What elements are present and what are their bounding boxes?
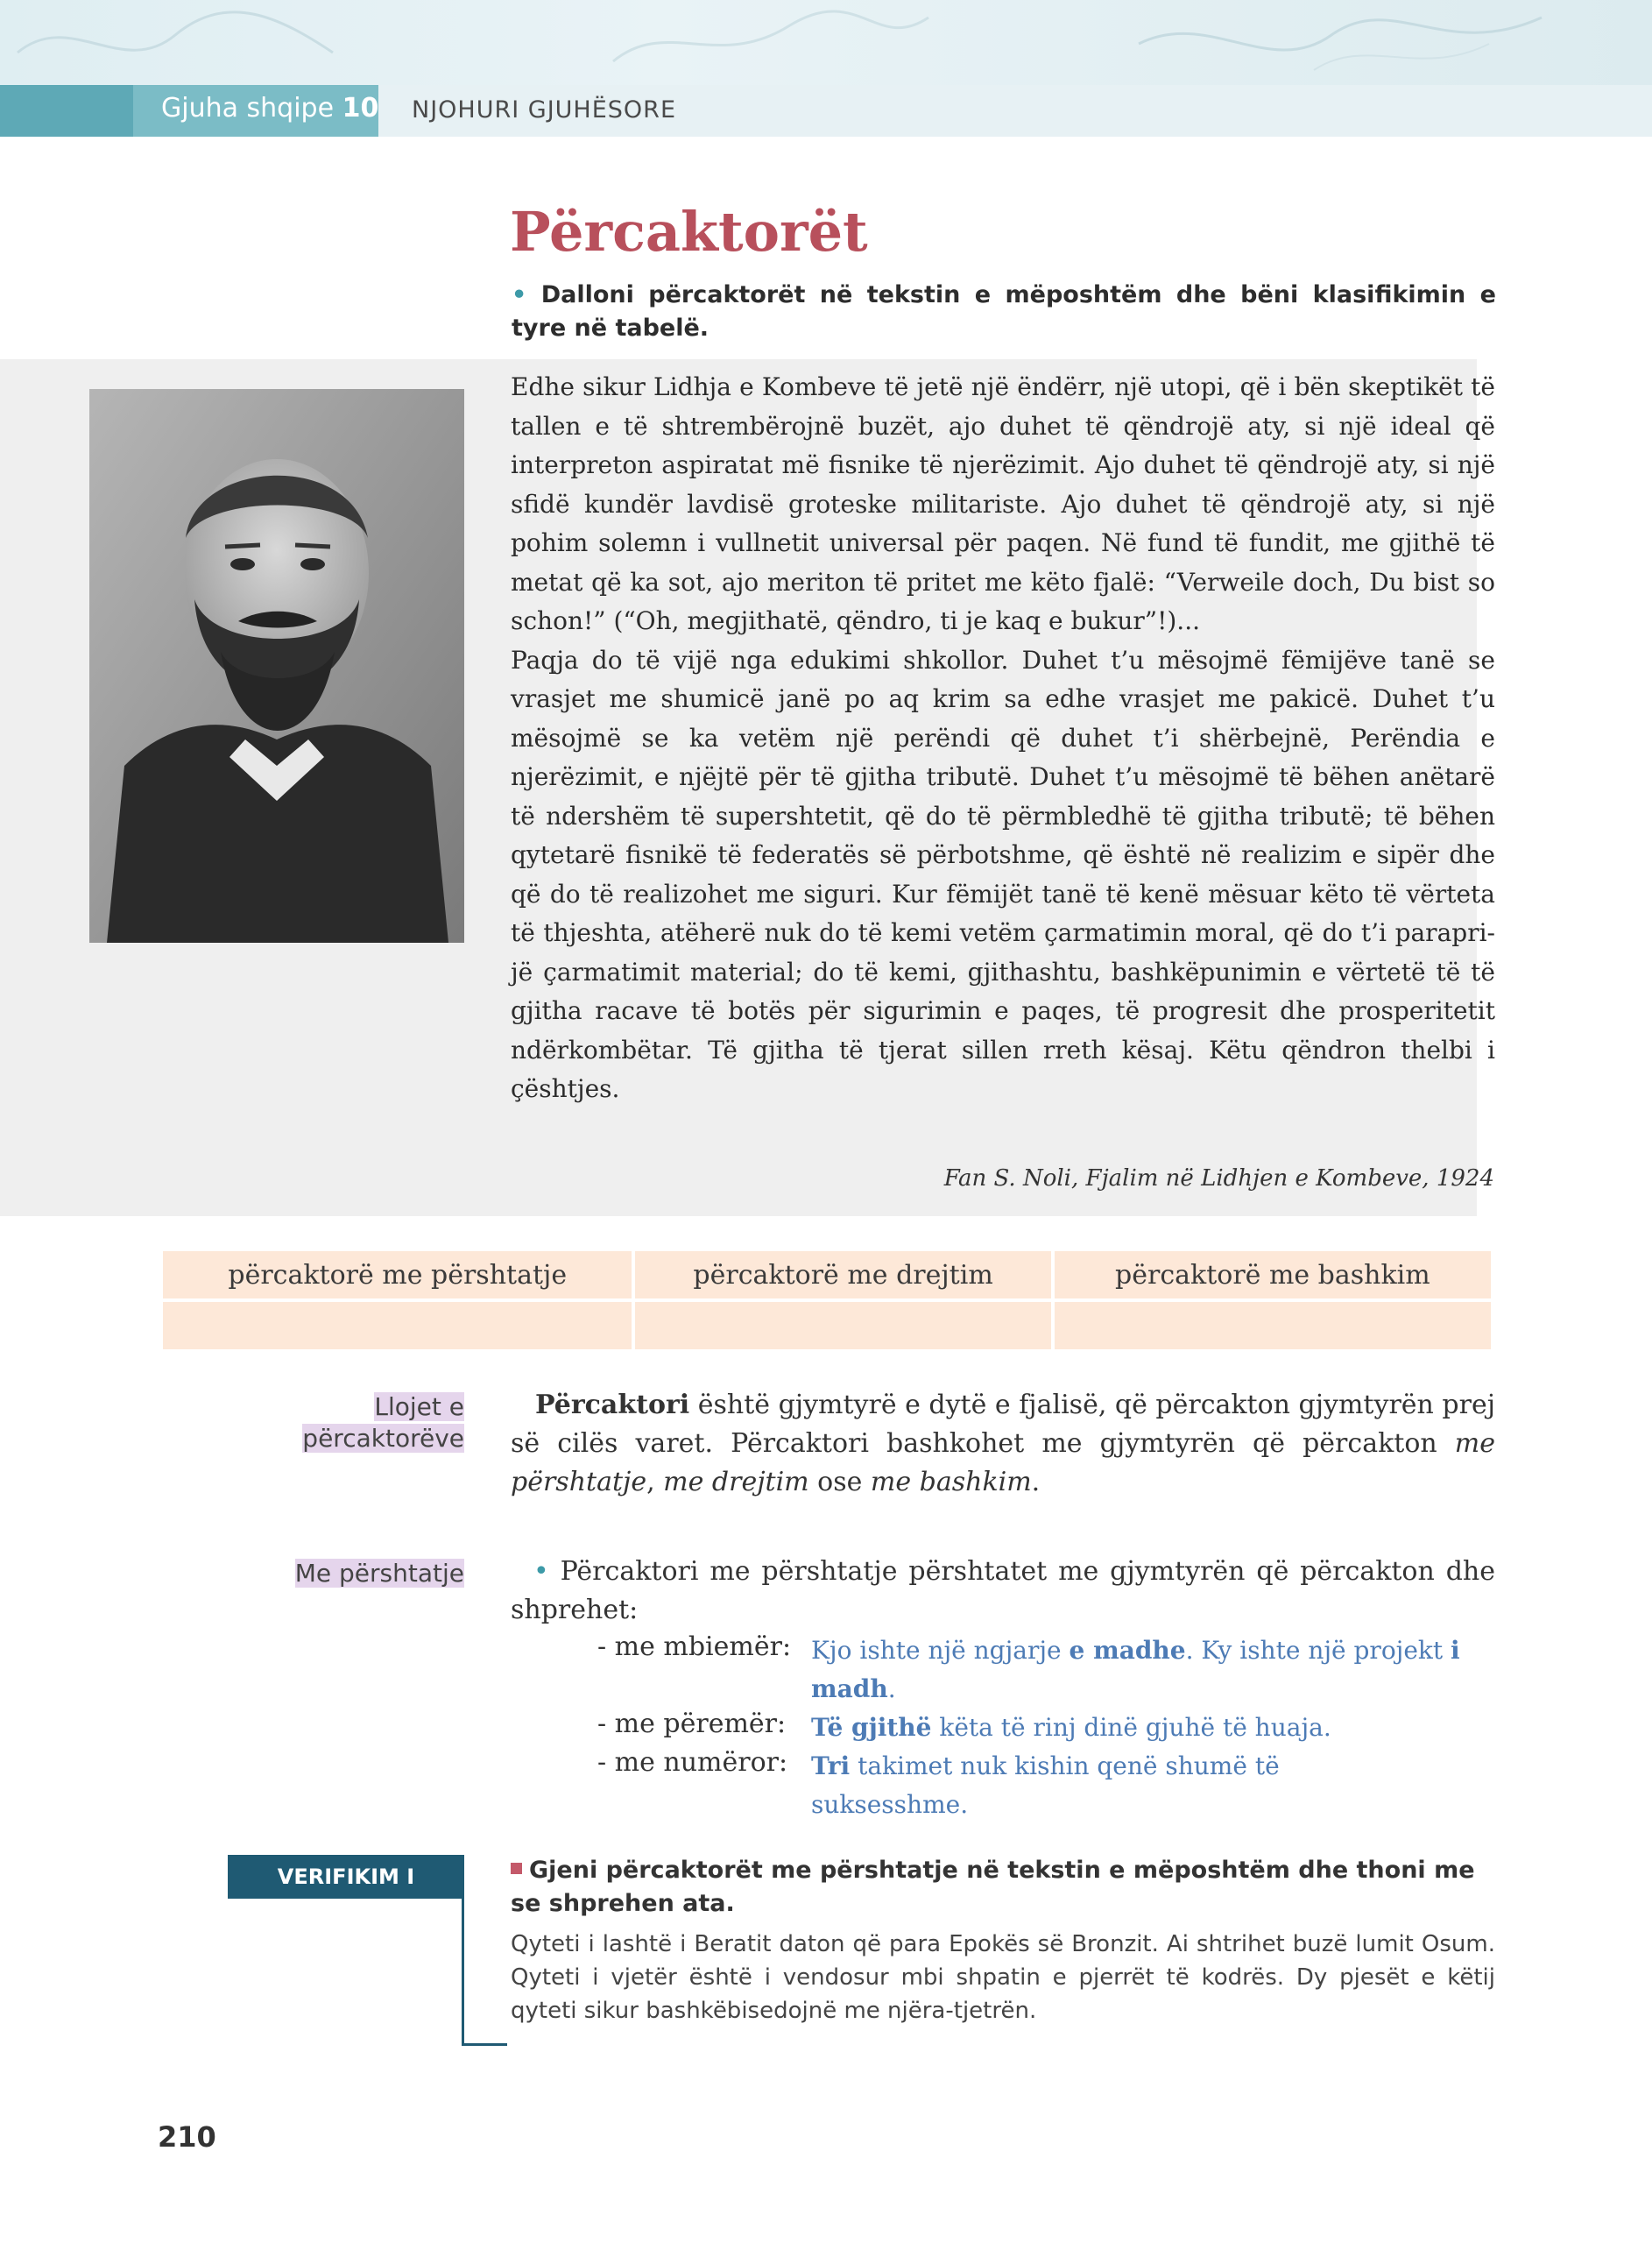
label-agreement-text: Me përshtatje bbox=[294, 1559, 464, 1588]
table-cell[interactable] bbox=[635, 1298, 1050, 1349]
passage-source: Fan S. Noli, Fjalim në Lidhjen e Kombeve, 1924 bbox=[943, 1165, 1494, 1192]
book-title bbox=[161, 93, 378, 124]
term-government: me drejtim bbox=[663, 1467, 809, 1497]
book-title-text: Gjuha shqipe bbox=[161, 93, 335, 124]
table-header-government: përcaktorë me drejtim bbox=[635, 1251, 1050, 1298]
square-bullet-icon bbox=[511, 1863, 522, 1874]
verify-question-text: Gjeni përcaktorët me përshtatje në tekstin e mëposhtëm dhe thoni me se shprehen ata. bbox=[511, 1857, 1475, 1917]
example-label-pronoun: - me përemër: bbox=[597, 1709, 787, 1739]
table-header-row bbox=[163, 1251, 1491, 1298]
term-bold: Përcaktori bbox=[535, 1390, 690, 1420]
verify-bracket-vertical bbox=[462, 1899, 464, 2046]
verify-text: Qyteti i lashtë i Beratit daton që para Epokës së Bronzit. Ai shtrihet buzë lumit Osum. Qyteti i vjetër është i vendosur mbi shpatin e pjerrët të kodrës. Dy pjesët e këtij qyteti sikur bashkëbisedojnë me njëra-tjetrën. bbox=[511, 1931, 1495, 2024]
classification-table bbox=[159, 1251, 1494, 1349]
portrait-photo bbox=[89, 389, 464, 943]
example-text: takimet nuk kishin qenë shumë të suksesshme. bbox=[811, 1751, 1280, 1819]
punct-comma: , bbox=[646, 1467, 655, 1497]
bullet-icon: • bbox=[512, 281, 527, 308]
agreement-definition bbox=[511, 1553, 1495, 1630]
table-cell[interactable] bbox=[1055, 1298, 1491, 1349]
example-text: këta të rinj dinë gjuhë të huaja. bbox=[931, 1713, 1331, 1742]
example-label-adjective: - me mbiemër: bbox=[597, 1631, 792, 1662]
example-bold: Tri bbox=[811, 1751, 851, 1780]
example-adjective bbox=[811, 1631, 1477, 1709]
example-bold: i madh bbox=[811, 1636, 1460, 1703]
table-header-agreement: përcaktorë me përshtatje bbox=[163, 1251, 632, 1298]
verify-badge: VERIFIKIM I SHPEJTË bbox=[228, 1855, 464, 1899]
decorative-handwriting-background bbox=[0, 0, 1652, 85]
example-bold: e madhe bbox=[1069, 1636, 1186, 1665]
example-text: . Ky ishte një projekt bbox=[1185, 1636, 1451, 1665]
label-agreement bbox=[263, 1558, 464, 1589]
label-types bbox=[263, 1391, 464, 1454]
passage-paragraph-2: Paqja do të vijë nga edukimi shkollor. Duhet t’u mësojmë fëmijëve tanë se vrasjet me shumicë janë po aq krim sa edhe vrasjet me pakicë. Duhet t’u mësojmë se ka vetëm një perëndi që duhet t’i shërbejnë, Perëndia e njerëzimit, e njëjtë për të gjitha tributë. Duhet t’u mësojmë të bëhen anëtarë të ndershëm të supershtetit, që do të përmbledhë të gjitha tributë; të bëhen qytetarë fisnikë të federatës së përbotshme, që është në realizim e sipër dhe që do të realizohet me siguri. Kur fëmijët tanë të kenë mësuar këto të vërteta të thjeshta, atëherë nuk do të kemi vetëm çarmatimin moral, që do t’i paraprijë çarmatimit material; do të kemi, gjithashtu, bashkëpunimin e vërtetë të të gjitha racave të botës për sigurimin e paqes, të progresit dhe prosperitetit ndërkombëtar. Të gjitha të tjerat sillen rreth kësaj. Këtu qëndron thelbi i çështjes. bbox=[511, 645, 1495, 1103]
instruction bbox=[512, 279, 1496, 345]
punct-period: . bbox=[1031, 1467, 1041, 1497]
verify-bracket-horizontal bbox=[462, 2043, 507, 2046]
example-text: . bbox=[887, 1674, 896, 1703]
verify-question bbox=[511, 1854, 1495, 1921]
portrait-illustration bbox=[89, 389, 464, 943]
label-types-line2: përcaktorëve bbox=[302, 1424, 464, 1453]
table-cell[interactable] bbox=[163, 1298, 632, 1349]
term-junction: me bashkim bbox=[870, 1467, 1032, 1497]
book-number: 10 bbox=[342, 93, 379, 124]
page-title: Përcaktorët bbox=[510, 200, 868, 264]
definition-text: është gjymtyrë e dytë e fjalisë, që përcakton gjymtyrën prej së cilës varet. Përcaktori bashkohet me gjymtyrën që përcakton bbox=[511, 1390, 1495, 1459]
example-text: Kjo ishte një ngjarje bbox=[811, 1636, 1070, 1665]
label-types-line1: Llojet e bbox=[374, 1392, 464, 1421]
bullet-icon: • bbox=[533, 1556, 549, 1587]
example-label-numeral: - me numëror: bbox=[597, 1747, 788, 1778]
example-numeral bbox=[811, 1747, 1302, 1824]
term-agreement: me përshtatje bbox=[511, 1428, 1495, 1497]
agreement-text: Përcaktori me përshtatje përshtatet me gjymtyrën që përcakton dhe shprehet: bbox=[511, 1556, 1495, 1625]
word-or: ose bbox=[808, 1467, 871, 1497]
section-title: NJOHURI GJUHËSORE bbox=[412, 96, 677, 124]
example-pronoun bbox=[811, 1709, 1477, 1747]
instruction-text: Dalloni përcaktorët në tekstin e mëposhtëm dhe bëni klasifikimin e tyre në tabelë. bbox=[512, 281, 1496, 342]
passage-paragraph-1: Edhe sikur Lidhja e Kombeve të jetë një ëndërr, një utopi, që i bën skeptikët të tallen e të shtrembërojnë buzët, ajo duhet të qëndrojë aty, si një ideal që interpreton aspiratat më fisnike të njerëzimit. Ajo duhet të qëndrojë aty, si një sfidë kundër lavdisë groteske militariste. Ajo duhet të qëndrojë aty, si një pohim solemn i vullnetit universal për paqen. Në fund të fundit, me gjithë të metat që ka sot, ajo meriton të pritet me këto fjalë: “Verweile doch, Du bist so schon!” (“Oh, megjithatë, qëndro, ti je kaq e bukur”!)... bbox=[511, 372, 1495, 635]
types-definition bbox=[511, 1386, 1495, 1502]
page-number: 210 bbox=[158, 2120, 216, 2154]
table-row bbox=[163, 1298, 1491, 1349]
table-header-junction: përcaktorë me bashkim bbox=[1055, 1251, 1491, 1298]
example-bold: Të gjithë bbox=[811, 1713, 932, 1742]
passage-text bbox=[511, 368, 1495, 1109]
